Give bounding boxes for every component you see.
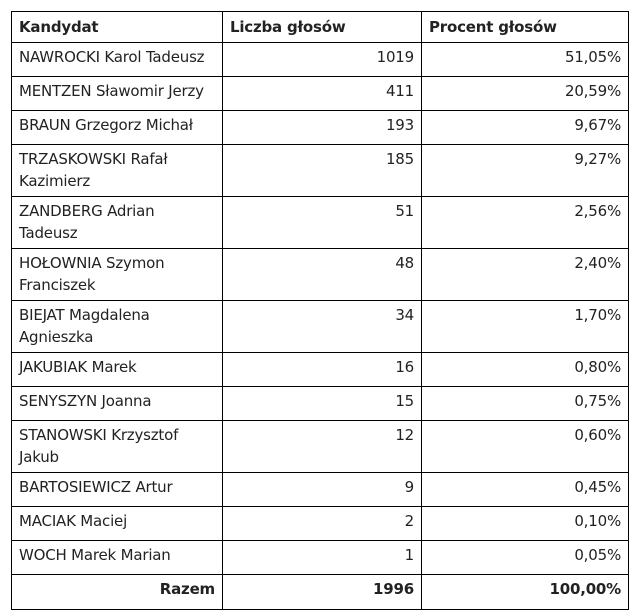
results-table — [11, 11, 629, 610]
header-row — [12, 12, 629, 43]
total-row — [12, 575, 629, 610]
vote-count: 185 — [223, 145, 422, 197]
vote-percent: 51,05% — [422, 43, 629, 77]
candidate-name: TRZASKOWSKI Rafał Kazimierz — [12, 145, 223, 197]
vote-percent: 0,45% — [422, 473, 629, 507]
vote-count: 411 — [223, 77, 422, 111]
candidate-name: JAKUBIAK Marek — [12, 353, 223, 387]
table-row — [12, 43, 629, 77]
vote-count: 15 — [223, 387, 422, 421]
vote-count: 9 — [223, 473, 422, 507]
vote-count: 34 — [223, 301, 422, 353]
table-row — [12, 249, 629, 301]
table-row — [12, 387, 629, 421]
vote-percent: 2,40% — [422, 249, 629, 301]
header-candidate: Kandydat — [12, 12, 223, 43]
vote-percent: 9,27% — [422, 145, 629, 197]
candidate-name: BRAUN Grzegorz Michał — [12, 111, 223, 145]
candidate-name: MACIAK Maciej — [12, 507, 223, 541]
vote-count: 193 — [223, 111, 422, 145]
candidate-name: BIEJAT Magdalena Agnieszka — [12, 301, 223, 353]
table-row — [12, 145, 629, 197]
vote-count: 48 — [223, 249, 422, 301]
vote-percent: 9,67% — [422, 111, 629, 145]
table-row — [12, 473, 629, 507]
vote-count: 1019 — [223, 43, 422, 77]
candidate-name: HOŁOWNIA Szymon Franciszek — [12, 249, 223, 301]
vote-count: 16 — [223, 353, 422, 387]
table-row — [12, 421, 629, 473]
vote-percent: 0,80% — [422, 353, 629, 387]
candidate-name: BARTOSIEWICZ Artur — [12, 473, 223, 507]
vote-count: 12 — [223, 421, 422, 473]
total-votes: 1996 — [223, 575, 422, 610]
candidate-name: ZANDBERG Adrian Tadeusz — [12, 197, 223, 249]
vote-percent: 2,56% — [422, 197, 629, 249]
vote-percent: 0,10% — [422, 507, 629, 541]
table-row — [12, 507, 629, 541]
vote-percent: 20,59% — [422, 77, 629, 111]
candidate-name: NAWROCKI Karol Tadeusz — [12, 43, 223, 77]
vote-percent: 0,05% — [422, 541, 629, 575]
table-row — [12, 77, 629, 111]
candidate-name: MENTZEN Sławomir Jerzy — [12, 77, 223, 111]
vote-count: 2 — [223, 507, 422, 541]
candidate-name: STANOWSKI Krzysztof Jakub — [12, 421, 223, 473]
total-label: Razem — [12, 575, 223, 610]
candidate-name: SENYSZYN Joanna — [12, 387, 223, 421]
vote-count: 51 — [223, 197, 422, 249]
total-percent: 100,00% — [422, 575, 629, 610]
vote-percent: 0,60% — [422, 421, 629, 473]
table-row — [12, 301, 629, 353]
vote-percent: 0,75% — [422, 387, 629, 421]
table-row — [12, 541, 629, 575]
table-row — [12, 353, 629, 387]
header-votes: Liczba głosów — [223, 12, 422, 43]
header-percent: Procent głosów — [422, 12, 629, 43]
vote-count: 1 — [223, 541, 422, 575]
vote-percent: 1,70% — [422, 301, 629, 353]
table-row — [12, 111, 629, 145]
candidate-name: WOCH Marek Marian — [12, 541, 223, 575]
table-row — [12, 197, 629, 249]
